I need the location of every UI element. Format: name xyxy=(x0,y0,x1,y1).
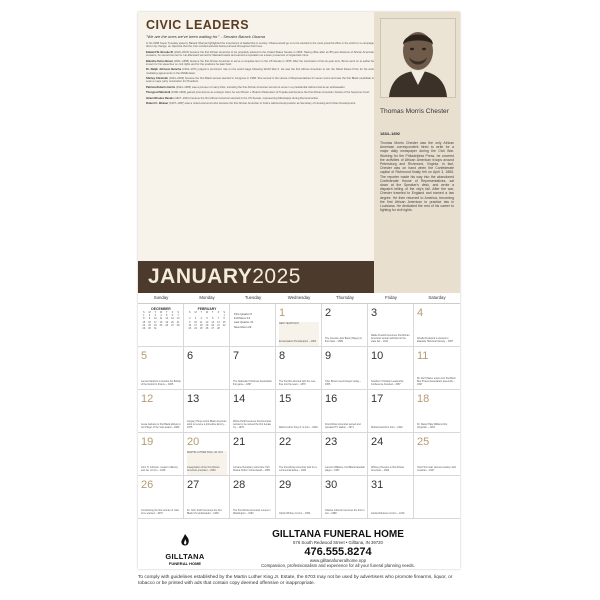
weekday-label: Monday xyxy=(199,295,215,300)
day-cell xyxy=(368,433,414,476)
top-panel xyxy=(138,12,460,261)
day-number: 18 xyxy=(417,393,430,405)
mini-day: 22 xyxy=(222,323,226,327)
weekday-label: Saturday xyxy=(428,295,446,300)
day-number: 12 xyxy=(141,393,154,405)
mini-day: 3 xyxy=(194,317,197,321)
day-note: Martin Luther King Jr. is born – 1929 xyxy=(279,426,318,429)
day-number: 8 xyxy=(279,350,286,362)
day-cell xyxy=(276,433,322,476)
mini-day: 27 xyxy=(211,327,215,331)
mini-day: 5 xyxy=(166,314,168,318)
day-number: 27 xyxy=(187,479,200,491)
day-note: Whitney Houston is first African American – 1994 xyxy=(371,466,405,472)
profile-panel xyxy=(374,12,460,261)
holiday-label: MARTIN LUTHER KING, JR. DAY xyxy=(187,451,227,476)
mini-day: 22 xyxy=(142,323,146,327)
day-number: 20 xyxy=(187,436,200,448)
leader-name: Blanche Kelso Bruce xyxy=(146,59,173,63)
day-note: Charles Johnson becomes the first to win – 1988 xyxy=(325,509,365,515)
mini-day: W xyxy=(205,311,209,314)
mini-day: 18 xyxy=(159,320,163,324)
day-cell xyxy=(230,347,276,390)
mini-day: 27 xyxy=(171,323,174,327)
mini-day: 12 xyxy=(165,317,169,321)
moon-phase: Last Quarter 21 xyxy=(234,320,254,325)
day-note: The first African American comes in Washington – 1964 xyxy=(233,509,271,515)
day-cell xyxy=(276,347,322,390)
day-note: Mr. Del Charter enters into first Bush Bus Protest Association assembly – 1997 xyxy=(417,377,456,386)
mini-day: 11 xyxy=(159,317,163,321)
leader-name: Hiram Rhodes Revels xyxy=(146,96,174,100)
day-note: Southern Christian Leadership Conference founded – 1957 xyxy=(371,380,404,386)
mini-day: 4 xyxy=(200,317,202,321)
mini-day: 1 xyxy=(223,314,225,318)
mini-day: 9 xyxy=(189,320,191,324)
mini-day: 24 xyxy=(194,327,197,331)
article-paragraphs xyxy=(146,42,374,106)
day-note: Lorenzo Williams, first Black baseball player – 1957 xyxy=(325,466,365,472)
mini-day: 23 xyxy=(188,327,192,331)
day-note: Arbella Frederick is elected to Eastside Historical Society – 1957 xyxy=(417,337,454,343)
moon-phase: Full Moon 13 xyxy=(234,316,251,321)
mini-day: 26 xyxy=(165,323,169,327)
day-number: 13 xyxy=(187,393,200,405)
flame-icon xyxy=(178,533,192,547)
day-cell xyxy=(184,433,230,476)
paragraph-text: (1841–1898) became the first African American to serve a complete term in the US Senate in 1875. After the conclusion of his six-year term, Bruce went on to earlier be known for his speeches on civil rights and for the positions he later held. xyxy=(146,59,374,66)
day-number: 14 xyxy=(233,393,246,405)
business-phone[interactable]: 476.555.8274 xyxy=(304,546,372,558)
mini-day: 25 xyxy=(159,323,163,327)
mini-day: 8 xyxy=(223,317,225,321)
day-number: 29 xyxy=(279,479,292,491)
mini-day: 21 xyxy=(176,320,180,324)
mini-calendar-title: FEBRUARY xyxy=(197,307,217,311)
weekday-label: Sunday xyxy=(153,295,169,300)
banner-accent xyxy=(374,261,460,293)
weekday-label: Friday xyxy=(385,295,397,300)
profile-name: Thomas Morris Chester xyxy=(380,108,449,115)
day-cell xyxy=(184,347,230,390)
day-number: 26 xyxy=(141,479,154,491)
day-number: 4 xyxy=(417,307,424,319)
mini-day: 29 xyxy=(142,327,146,331)
moon-phase: First Quarter 6 xyxy=(234,312,253,316)
month-banner xyxy=(138,261,460,293)
logo-name: GILLTANA xyxy=(165,552,205,561)
mini-day: 2 xyxy=(189,317,191,321)
article-paragraph xyxy=(146,60,374,67)
day-cell xyxy=(230,476,276,519)
month-title xyxy=(148,265,301,289)
paragraph-text: (1907–1997) was a noted economist who became the first African American to hold a cabinet-level position as Secretary of Housing and Urban Development. xyxy=(169,102,356,106)
business-address: 576 South Redwood Street • Gilltana, IN 39720 xyxy=(293,540,383,545)
business-website[interactable]: www.gilltanafuneralhome.npp xyxy=(309,558,367,563)
mini-day: 7 xyxy=(177,314,179,318)
day-cell xyxy=(414,433,460,476)
month-name: JANUARY xyxy=(148,265,253,288)
business-logo xyxy=(158,533,212,566)
day-note: Jackie Robinson is born – 1919 xyxy=(371,512,405,515)
day-cell xyxy=(368,390,414,433)
paragraph-text: (1924–1985) was a pioneer of many firsts, including the first African American woman to serve in a presidential cabinet and as an ambassador. xyxy=(175,85,346,89)
mini-day: 28 xyxy=(176,323,180,327)
day-number: 3 xyxy=(371,307,378,319)
day-number: 21 xyxy=(233,436,246,448)
day-note: Gregory Hines is first Black American artist to receive a primetime Emmy – 1975 xyxy=(187,420,227,429)
day-number: 30 xyxy=(325,479,338,491)
mini-day: T xyxy=(211,311,214,314)
mini-day: 30 xyxy=(148,327,151,331)
leader-name: Robert C. Weaver xyxy=(146,102,169,106)
mini-calendar-february xyxy=(187,307,227,330)
day-note: Lorraine Hansberry wins New York Drama Critics' Circle Award – 1959 xyxy=(233,466,270,472)
day-cell xyxy=(368,347,414,390)
day-note: Lenora Sanborn is Gordon 1st Bishop of the Detroit in France – 1905 xyxy=(141,380,182,386)
day-number: 23 xyxy=(325,436,338,448)
mini-day: 2 xyxy=(148,314,151,318)
paragraph-text: (1904–1971) played a prominent role on the world stage following World War II. He was the first African American to win the Nobel Peace Prize for his work mediating agreements in the Middle East. xyxy=(146,68,374,75)
article-paragraph xyxy=(146,68,374,75)
article-paragraph xyxy=(146,51,374,58)
day-cell xyxy=(276,390,322,433)
day-cell xyxy=(276,476,322,519)
portrait-image xyxy=(380,18,456,98)
mini-day: 16 xyxy=(188,323,192,327)
day-cell xyxy=(368,304,414,347)
mini-day: 14 xyxy=(217,320,220,324)
advertiser-footer xyxy=(138,523,460,569)
article-title: CIVIC LEADERS xyxy=(146,18,250,32)
mini-day: 7 xyxy=(217,317,220,321)
day-cell xyxy=(138,347,184,390)
weekday-header xyxy=(138,293,460,303)
leader-name: Thurgood Marshall xyxy=(146,91,171,95)
mini-day: 10 xyxy=(153,317,157,321)
mini-day: T xyxy=(154,311,157,314)
mini-day: 12 xyxy=(205,320,209,324)
paragraph-text: In his 2008 Super Tuesday speech, Barack Obama highlighted the importance of leadership in society. Obama would go on to be elected to the most powerful office in the world on a campaign driven by change, an objective that the civic-minded activists below pursued throughout their lives. xyxy=(146,42,374,49)
mini-day: 24 xyxy=(153,323,157,327)
mini-day: T xyxy=(200,311,203,314)
mini-day: 18 xyxy=(199,323,203,327)
day-note: Inauguration of the first African American president – 2009 xyxy=(187,466,220,472)
leader-name: Patricia Roberts Harris xyxy=(146,85,176,89)
mini-calendar-days xyxy=(187,311,227,330)
business-info xyxy=(228,529,448,568)
day-note: Oprah Winfrey is born – 1954 xyxy=(279,512,311,515)
day-number: 11 xyxy=(417,350,429,362)
mini-day: 28 xyxy=(217,327,220,331)
day-cell xyxy=(184,304,230,347)
mini-day: M xyxy=(194,311,197,314)
mini-day: S xyxy=(223,311,225,314)
day-number: 24 xyxy=(371,436,384,448)
mini-day: 5 xyxy=(206,317,208,321)
day-number: 9 xyxy=(325,350,332,362)
day-number: 15 xyxy=(279,393,292,405)
day-cell xyxy=(230,304,276,347)
day-note: The Nationals Christmas Association first game – 1897 xyxy=(233,380,272,386)
day-note: Muhammad Ali is born – 1942 xyxy=(371,426,403,429)
business-name: GILLTANA FUNERAL HOME xyxy=(272,529,404,540)
day-note: Emancipation Proclamation – 1863 xyxy=(279,340,317,343)
day-note: Jesse Jackson is first Black athlete to win Player of the Year award – 1989 xyxy=(141,423,181,429)
day-cell xyxy=(138,476,184,519)
mini-day: 31 xyxy=(153,327,157,331)
profile-years: 1834–1892 xyxy=(380,131,401,136)
day-cell xyxy=(230,390,276,433)
mini-day: 23 xyxy=(148,323,151,327)
mini-day: 6 xyxy=(212,317,214,321)
day-number: 17 xyxy=(371,393,384,405)
mini-day: 14 xyxy=(176,317,180,321)
mini-day: 1 xyxy=(143,314,145,318)
day-note: John H. Johnson, creator of Ebony and Jet, is born – 1918 xyxy=(141,466,178,472)
weekday-label: Thursday xyxy=(336,295,354,300)
mini-day: M xyxy=(148,311,151,314)
day-cell xyxy=(414,304,460,347)
article-quote: "We are the ones we've been waiting for." - Senator Barack Obama xyxy=(146,34,265,39)
article-paragraph xyxy=(146,97,374,100)
day-cell xyxy=(414,476,460,519)
day-note: First African American owned and operated TV station – 1971 xyxy=(325,423,361,429)
day-number: 2 xyxy=(325,307,332,319)
mini-day: S xyxy=(143,311,145,314)
day-cells xyxy=(138,303,460,519)
mini-day: 17 xyxy=(194,323,197,327)
mini-day: F xyxy=(171,311,174,314)
day-cell xyxy=(414,347,460,390)
day-number: 1 xyxy=(279,307,286,319)
paragraph-text: (1827–1901) became the first African American elected to the US Senate, representing Mississippi during Reconstruction. xyxy=(174,96,319,100)
civic-leaders-article xyxy=(146,18,374,258)
mini-day: 20 xyxy=(171,320,174,324)
mini-day: 25 xyxy=(199,327,203,331)
day-cell xyxy=(322,347,368,390)
profile-bio: Thomas Morris Chester was the only African American correspondent hired to write for a major daily newspaper during the Civil War. Working for the Philadelphia Press, he covered the activities of African American troops around Petersburg and Richmond, Virginia. In fact, Chester was on hand when the Confederate capital of Richmond finally fell on April 3, 1865. The reporter made his way into the abandoned Confederate House of Representatives, sat down at the Speaker's desk, and wrote a dispatch telling of the city's fall. After the war, Chester traveled to England and earned a law degree. He then returned to America, becoming the first African American to practice law in Louisiana. He dedicated the rest of his career to fighting for civil rights. xyxy=(380,141,454,213)
mini-calendar-december xyxy=(141,307,181,330)
day-cell xyxy=(138,433,184,476)
mini-day: 9 xyxy=(148,317,151,321)
day-number: 28 xyxy=(233,479,246,491)
weekday-label: Tuesday xyxy=(244,295,262,300)
day-note: Tyler Brown meets Negro voting – 1955 xyxy=(325,380,362,386)
day-cell xyxy=(322,476,368,519)
day-note: Chief Tom Gall, famous cowboy Jazz musician – 1907 xyxy=(417,466,457,472)
mini-day: 15 xyxy=(142,320,146,324)
day-number: 16 xyxy=(325,393,338,405)
article-paragraph xyxy=(146,77,374,84)
mini-day: 19 xyxy=(165,320,169,324)
mini-day: 17 xyxy=(153,320,157,324)
day-cell xyxy=(184,476,230,519)
day-cell xyxy=(322,304,368,347)
day-cell xyxy=(322,433,368,476)
article-paragraph xyxy=(146,86,374,89)
mini-calendar-title: DECEMBER xyxy=(151,307,171,311)
mini-day: S xyxy=(177,311,179,314)
leader-name: Shirley Chisholm xyxy=(146,77,169,81)
paragraph-text: (1908–1993) gained prominence as a lawyer when he won Brown v. Board of Education of Topeka and became the first African American Justice of the Supreme Court. xyxy=(170,91,370,95)
mini-calendar-days xyxy=(141,311,181,330)
mini-day: 21 xyxy=(217,323,220,327)
disclaimer-text: To comply with guidelines established by the Martin Luther King Jr. Estate, the 6703 may not be used by advertisers who promote firearms, liquor, or tobacco or be printed with ads that contain copy deemed offensive or inappropriate. xyxy=(138,575,453,586)
calendar-grid xyxy=(138,293,460,519)
article-paragraph xyxy=(146,102,374,105)
day-note: Richie Pettit becomes first American woman to be named the first female Cy – 1976 xyxy=(233,420,272,429)
day-number: 10 xyxy=(371,350,384,362)
mini-day: 26 xyxy=(205,327,209,331)
day-cell xyxy=(184,390,230,433)
day-number: 31 xyxy=(371,479,384,491)
mini-day: 11 xyxy=(200,320,203,324)
logo-subtitle: FUNERAL HOME xyxy=(168,561,202,566)
weekday-label: Wednesday xyxy=(287,295,311,300)
mini-day: S xyxy=(189,311,191,314)
mini-day: 8 xyxy=(143,317,145,321)
mini-day: W xyxy=(159,311,163,314)
mini-day: 15 xyxy=(222,320,226,324)
day-cell xyxy=(414,390,460,433)
day-cell xyxy=(322,390,368,433)
mini-day: 6 xyxy=(171,314,174,318)
article-paragraph xyxy=(146,42,374,49)
day-note: The first film directed with the new, flies into the team – 1876 xyxy=(279,380,316,386)
mini-day: 3 xyxy=(154,314,156,318)
mini-day: 16 xyxy=(148,320,151,324)
mini-day: 4 xyxy=(160,314,162,318)
day-cell xyxy=(138,304,184,347)
day-note: Constituting the first woman of color to be elected – 1879 xyxy=(141,509,180,515)
day-cell xyxy=(230,433,276,476)
mini-day: F xyxy=(217,311,220,314)
leader-name: Dr. Ralph Johnson Bunche xyxy=(146,68,182,72)
day-number: 19 xyxy=(141,436,154,448)
day-number: 25 xyxy=(417,436,430,448)
day-note: The first African American pilot for a commercial airline – 1964 xyxy=(279,466,317,472)
mini-day: 13 xyxy=(211,320,215,324)
mini-day: 20 xyxy=(211,323,215,327)
calendar-page xyxy=(138,12,460,569)
business-tagline: Compassion, professionalism and experience for all your funeral planning needs. xyxy=(261,563,415,568)
mini-day: T xyxy=(165,311,168,314)
day-note: The Juvenile Jazz Band (Hayes) is first class – 1899 xyxy=(325,337,362,343)
mini-day: 19 xyxy=(205,323,209,327)
day-cell xyxy=(138,390,184,433)
leader-name: Edward W. Brooke III xyxy=(146,50,173,54)
day-note: Dr. Daniel Hale Williams first physician – 1931 xyxy=(417,423,448,429)
day-number: 5 xyxy=(141,350,148,362)
day-cell xyxy=(368,476,414,519)
paragraph-text: (1924–2005) became the first Black woman elected to Congress in 1968. She served in the House of Representatives for seven terms and was the first Black candidate to seek a major party nomination for President. xyxy=(146,77,374,84)
paragraph-text: (1919–2015) became the first African American to be popularly elected to the United States Senate in 1966. Taking office after an 85-year absence of African American senators, he served two terms. He afterward served for Massachusetts and earned a reputation as a keen prosecutor of organized crime. xyxy=(146,50,374,58)
day-cell xyxy=(276,304,322,347)
month-year: 2025 xyxy=(252,265,301,288)
day-number: 7 xyxy=(233,350,240,362)
day-number: 6 xyxy=(187,350,194,362)
article-paragraph xyxy=(146,91,374,94)
mini-day: 13 xyxy=(171,317,174,321)
day-number: 22 xyxy=(279,436,292,448)
moon-phase: New Moon 29 xyxy=(234,324,252,329)
mini-day: 10 xyxy=(194,320,197,324)
holiday-label: NEW YEAR'S DAY xyxy=(279,322,319,347)
day-note: Dr. John Smith becomes the first Black US ambassador – 1969 xyxy=(187,509,222,515)
moon-phases xyxy=(234,312,253,329)
day-note: Mattie Franklin becomes first African American woman admitted to the state bar – 1911 xyxy=(371,334,410,343)
